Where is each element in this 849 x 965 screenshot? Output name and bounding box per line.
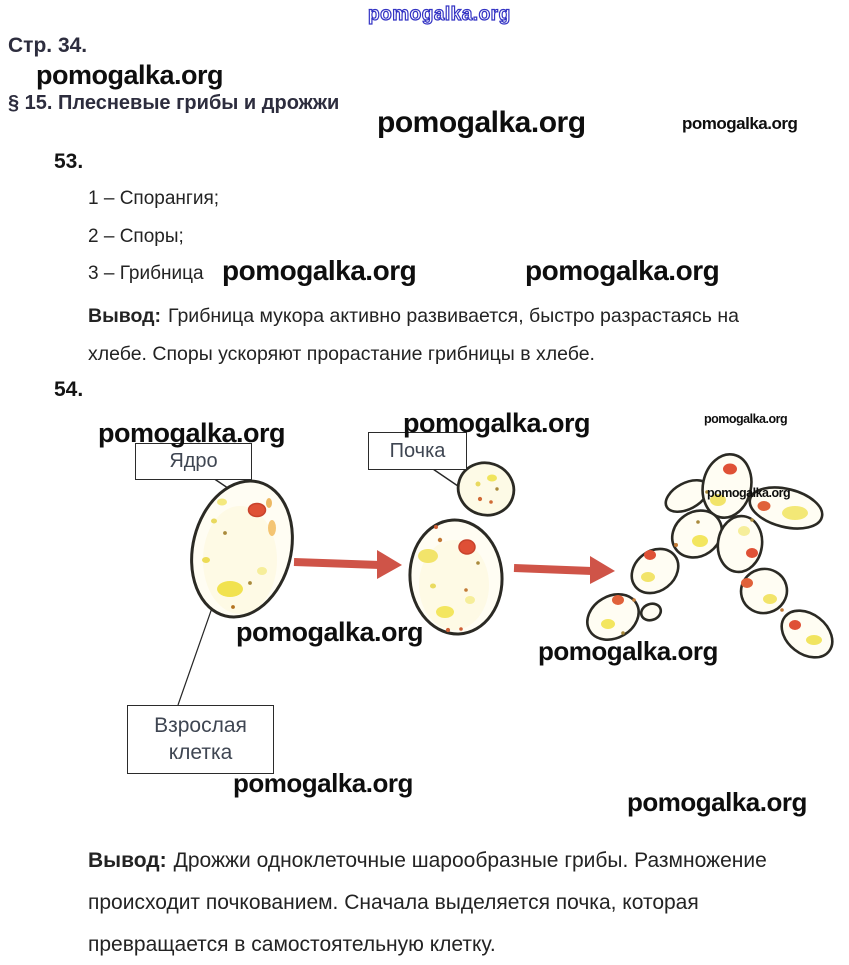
- watermark: pomogalka.org: [627, 787, 807, 817]
- cell-budding: [406, 456, 521, 637]
- watermark: pomogalka.org: [98, 418, 286, 448]
- conclusion-text: Дрожжи одноклеточные шарообразные грибы. Размножение: [173, 849, 767, 872]
- label-adult-line1: Взрослая: [154, 714, 247, 738]
- watermark: pomogalka.org: [233, 768, 413, 798]
- watermark: pomogalka.org: [377, 106, 586, 139]
- arrow-right-2: [514, 556, 615, 584]
- label-bud: Почка: [389, 439, 446, 462]
- section-title: § 15. Плесневые грибы и дрожжи: [8, 92, 340, 114]
- conclusion-label: Вывод:: [88, 305, 161, 327]
- conclusion-line: [88, 840, 767, 882]
- conclusion-text: Грибница мукора активно развивается, быстро разрастаясь на: [168, 305, 739, 327]
- cell-adult: [178, 470, 306, 628]
- watermark: pomogalka.org: [707, 486, 791, 500]
- arrow-right-1: [294, 550, 402, 579]
- conclusion-line: хлебе. Споры ускоряют прорастание грибницы в хлебе.: [88, 343, 595, 365]
- task-53-number: 53.: [54, 150, 84, 173]
- conclusion-line: превращается в самостоятельную клетку.: [88, 933, 496, 956]
- answer-item-3: 3 – Грибница: [88, 263, 204, 284]
- watermark: pomogalka.org: [403, 408, 591, 438]
- conclusion-line: [88, 297, 739, 335]
- page-number-label: Стр. 34.: [8, 34, 88, 57]
- task-54-conclusion: [88, 840, 767, 965]
- task-54-number: 54.: [54, 378, 84, 401]
- answer-item-1: 1 – Спорангия;: [88, 188, 220, 209]
- watermark: pomogalka.org: [36, 60, 224, 90]
- nucleus-dot: [249, 504, 266, 517]
- label-adult-line2: клетка: [168, 740, 233, 764]
- conclusion-line: происходит почкованием. Сначала выделяется почка, которая: [88, 891, 699, 914]
- nucleus-dot: [459, 540, 475, 554]
- label-adult-cell: [154, 713, 247, 766]
- task-53-conclusion: [88, 297, 739, 373]
- cell-colony: [579, 450, 841, 667]
- watermark: pomogalka.org: [525, 255, 720, 286]
- conclusion-label: Вывод:: [88, 849, 167, 872]
- watermark: pomogalka.org: [538, 636, 718, 666]
- answer-item-2: 2 – Споры;: [88, 226, 184, 247]
- label-nucleus: Ядро: [169, 450, 218, 472]
- watermark-top: pomogalka.org: [368, 4, 511, 25]
- watermark: pomogalka.org: [236, 617, 424, 647]
- label-box-adult-cell: [127, 705, 274, 774]
- watermark: pomogalka.org: [682, 114, 798, 133]
- watermark: pomogalka.org: [704, 412, 788, 426]
- watermark: pomogalka.org: [222, 255, 417, 286]
